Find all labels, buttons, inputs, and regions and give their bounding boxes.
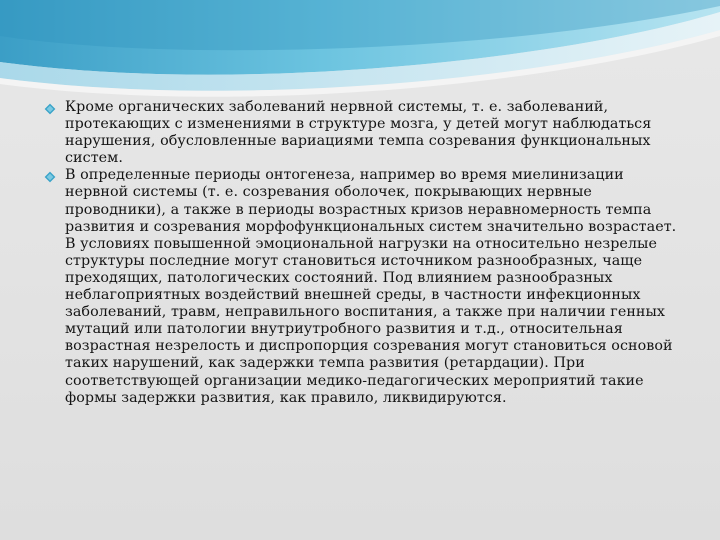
bullet-item bbox=[44, 167, 686, 406]
bullet-item bbox=[44, 99, 686, 167]
bullet-text: В определенные периоды онтогенеза, например во время миелинизации нервной системы (т. е. созревания оболочек, покрывающих нервные проводники), а также в периоды возрастных кризов неравномерность темпа развития и созревания морфофункциональных систем значительно возрастает. В условиях повышенной эмоциональной нагрузки на относительно незрелые структуры последние могут становиться источником разнообразных, чаще преходящих, патологических состояний. Под влиянием разнообразных неблагоприятных воздействий внешней среды, в частности инфекционных заболеваний, травм, неправильного воспитания, а также при наличии генных мутаций или патологии внутриутробного развития и т.д., относительная возрастная незрелость и диспропорция созревания могут становиться основой таких нарушений, как задержки темпа развития (ретардации). При соответствующей организации медико-педагогических мероприятий такие формы задержки развития, как правило, ликвидируются. bbox=[65, 167, 677, 406]
diamond-bullet-icon bbox=[44, 103, 56, 115]
bullet-text: Кроме органических заболеваний нервной системы, т. е. заболеваний, протекающих с изменениями в структуре мозга, у детей могут наблюдаться нарушения, обусловленные вариациями темпа созревания функциональных систем. bbox=[65, 99, 652, 167]
diamond-bullet-icon bbox=[44, 171, 56, 183]
decorative-wave-header bbox=[0, 0, 720, 110]
bullet-list bbox=[44, 99, 686, 407]
